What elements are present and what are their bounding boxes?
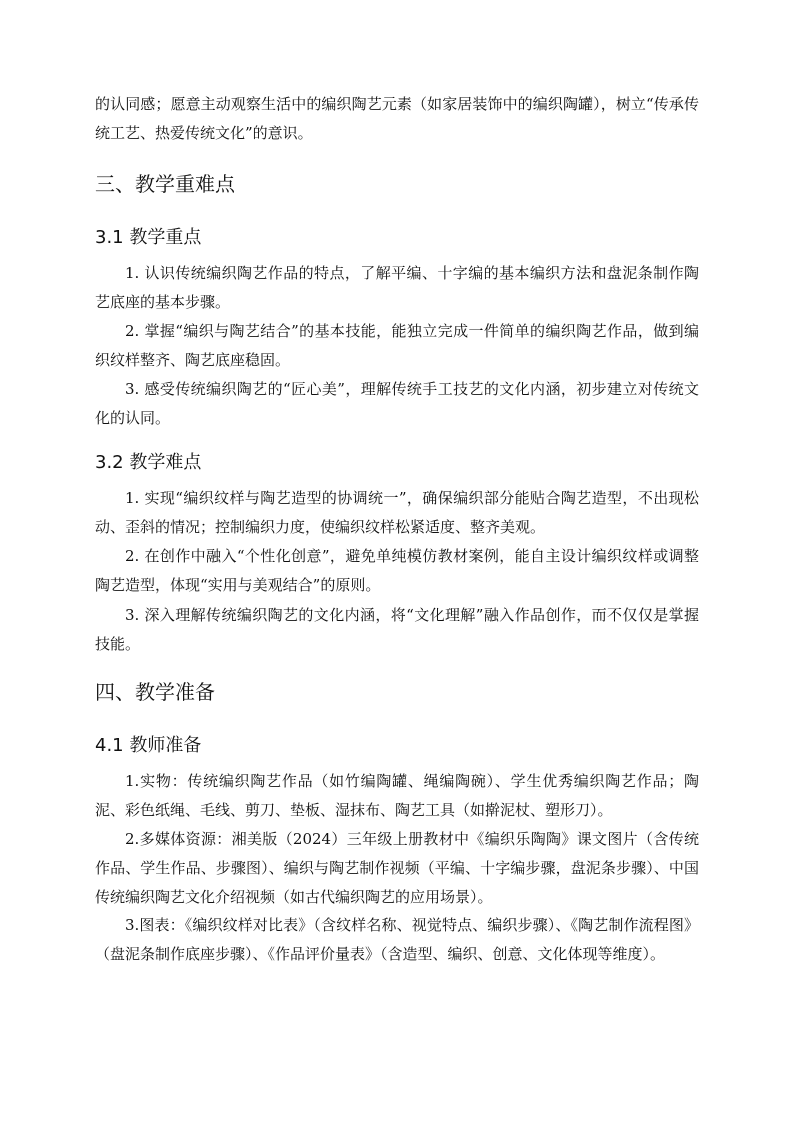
section-3-heading: 三、教学重难点 — [95, 172, 235, 196]
section-4-1-heading: 4.1 教师准备 — [95, 735, 202, 756]
section-3-1-item-3: 3. 感受传统编织陶艺的“匠心美”，理解传统手工技艺的文化内涵，初步建立对传统文化的认同。 — [95, 380, 699, 427]
section-3-2-item-3: 3. 深入理解传统编织陶艺的文化内涵，将“文化理解”融入作品创作，而不仅仅是掌握技能。 — [95, 606, 699, 653]
section-4-1-item-3: 3.图表：《编织纹样对比表》（含纹样名称、视觉特点、编织步骤）、《陶艺制作流程图》（盘泥条制作底座步骤）、《作品评价量表》（含造型、编织、创意、文化体现等维度）。 — [95, 916, 699, 963]
section-3-1-item-1: 1. 认识传统编织陶艺作品的特点，了解平编、十字编的基本编织方法和盘泥条制作陶艺底座的基本步骤。 — [95, 264, 699, 311]
section-3-2-item-1: 1. 实现“编织纹样与陶艺造型的协调统一”，确保编织部分能贴合陶艺造型，不出现松动、歪斜的情况；控制编织力度，使编织纹样松紧适度、整齐美观。 — [95, 489, 699, 536]
section-3-2-heading: 3.2 教学难点 — [95, 452, 202, 473]
section-3-1-heading: 3.1 教学重点 — [95, 227, 202, 248]
section-4-1-item-2: 2.多媒体资源：湘美版（2024）三年级上册教材中《编织乐陶陶》课文图片（含传统作品、学生作品、步骤图）、编织与陶艺制作视频（平编、十字编步骤，盘泥条步骤）、中国传统编织陶艺文化介绍视频（如古代编织陶艺的应用场景）。 — [95, 830, 699, 906]
section-3-1-item-2: 2. 掌握“编织与陶艺结合”的基本技能，能独立完成一件简单的编织陶艺作品，做到编织纹样整齐、陶艺底座稳固。 — [95, 322, 699, 369]
section-3-2-item-2: 2. 在创作中融入“个性化创意”，避免单纯模仿教材案例，能自主设计编织纹样或调整陶艺造型，体现“实用与美观结合”的原则。 — [95, 547, 699, 594]
intro-paragraph: 的认同感；愿意主动观察生活中的编织陶艺元素（如家居装饰中的编织陶罐），树立“传承传统工艺、热爱传统文化”的意识。 — [95, 95, 699, 142]
section-4-heading: 四、教学准备 — [95, 680, 215, 704]
section-4-1-item-1: 1.实物：传统编织陶艺作品（如竹编陶罐、绳编陶碗）、学生优秀编织陶艺作品；陶泥、彩色纸绳、毛线、剪刀、垫板、湿抹布、陶艺工具（如擀泥杖、塑形刀）。 — [95, 772, 699, 819]
